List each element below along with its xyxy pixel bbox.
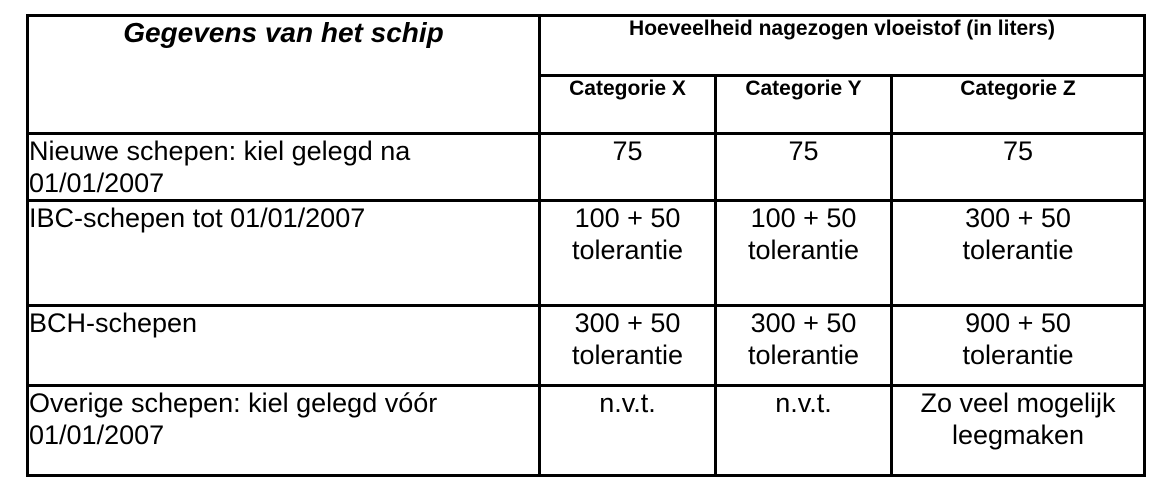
row-label: BCH-schepen — [28, 306, 540, 386]
value-line: n.v.t. — [775, 388, 832, 418]
data-table — [26, 14, 1146, 477]
value-cell — [716, 134, 892, 201]
value-line: 300 + 50 — [965, 203, 1071, 233]
value-cell — [892, 386, 1145, 476]
table-row — [28, 306, 1145, 386]
value-line: n.v.t. — [599, 388, 656, 418]
value-line: tolerantie — [747, 340, 860, 370]
value-cell — [540, 386, 716, 476]
row-label: Nieuwe schepen: kiel gelegd na 01/01/2007 — [28, 134, 540, 201]
table-title: Gegevens van het schip — [28, 16, 540, 134]
group-header: Hoeveelheid nagezogen vloeistof (in liters) — [540, 16, 1145, 76]
value-cell — [892, 201, 1145, 306]
value-line: 900 + 50 — [965, 308, 1071, 338]
value-line: tolerantie — [571, 340, 684, 370]
table-row — [28, 134, 1145, 201]
value-cell — [716, 201, 892, 306]
value-line: Zo veel mogelijk — [920, 388, 1116, 418]
value-line: tolerantie — [571, 235, 684, 265]
value-cell — [892, 134, 1145, 201]
table-row — [28, 201, 1145, 306]
value-line: 300 + 50 — [750, 308, 857, 338]
value-line: 75 — [788, 136, 819, 166]
value-cell — [716, 386, 892, 476]
category-y-header: Categorie Y — [716, 76, 892, 134]
category-z-header: Categorie Z — [892, 76, 1145, 134]
value-line: 100 + 50 — [750, 203, 857, 233]
value-cell — [716, 306, 892, 386]
category-x-header: Categorie X — [540, 76, 716, 134]
header-row — [28, 16, 1145, 76]
value-line: 100 + 50 — [574, 203, 681, 233]
table-row — [28, 386, 1145, 476]
value-line: 75 — [1002, 136, 1034, 166]
value-cell — [540, 306, 716, 386]
row-label: IBC-schepen tot 01/01/2007 — [28, 201, 540, 306]
value-line: leegmaken — [951, 420, 1085, 450]
value-line: tolerantie — [962, 235, 1074, 265]
value-cell — [540, 134, 716, 201]
value-line: tolerantie — [747, 235, 860, 265]
value-cell — [892, 306, 1145, 386]
value-cell — [540, 201, 716, 306]
value-line: 75 — [612, 136, 643, 166]
row-label: Overige schepen: kiel gelegd vóór 01/01/2007 — [28, 386, 540, 476]
value-line: tolerantie — [962, 340, 1074, 370]
value-line: 300 + 50 — [574, 308, 681, 338]
